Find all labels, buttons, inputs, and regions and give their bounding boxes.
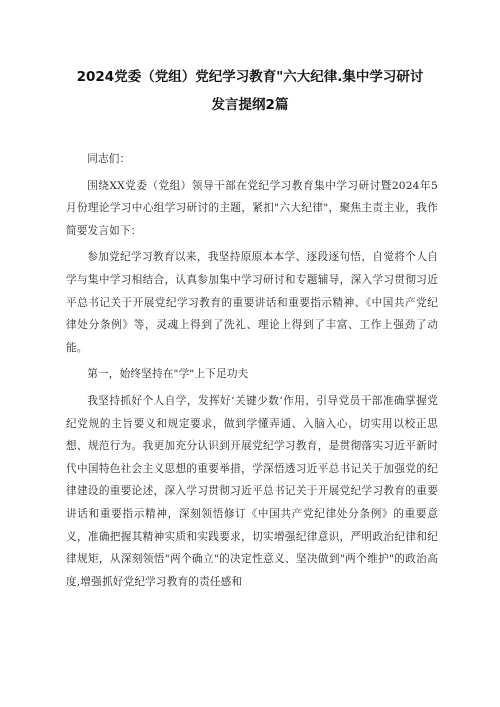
document-title-line-2: 发言提纲2篇: [211, 97, 289, 113]
body-paragraph-intro: 围绕XX党委（党组）领导干部在党纪学习教育集中学习研讨暨2024年5月份理论学习中心组学习研讨的主题，紧扣"六大纪律"，聚焦主责主业，我作简要发言如下：: [66, 179, 438, 237]
salutation: 同志们：: [87, 153, 131, 165]
body-paragraph-section-one: 我坚持抓好个人自学，发挥好‘关键少数’作用，引导党员干部准确掌握党纪党规的主旨要义和规定要求，做到学懂弄通、入脑入心，切实用以校正思想、规范行为。我更加充分认识到开展党纪学习教育，是贯彻落实习近平新时代中国特色社会主义思想的重要举措，学深悟透习近平总书记关于加强党的纪律建设的重要论述，深入学习贯彻习近平总书记关于开展党纪学习教育的重要讲话和重要指示精神，深刻领悟修订《中国共产党纪律处分条例》的重要意义，准确把握其精神实质和实践要求，切实增强纪律意识，严明政治纪律和纪律规矩，从深刻领悟"两个确立"的决定性意义、坚决做到"两个维护"的政治高度,增强抓好党纪学习教育的责任感和: [66, 394, 438, 588]
document-title-line-1: 2024党委（党组）党纪学习教育"六大纪律.集中学习研讨: [76, 69, 424, 85]
body-paragraph-study: 参加党纪学习教育以来，我坚持原原本本学、逐段逐句悟，自觉将个人自学与集中学习相结合，认真参加集中学习研讨和专题辅导，深入学习贯彻习近平总书记关于开展党纪学习教育的重要讲话和重要指示精神、《中国共产党纪律处分条例》等，灵魂上得到了洗礼、理论上得到了丰富、工作上强劲了动能。: [66, 251, 438, 354]
document-body: [66, 148, 438, 593]
section-heading-first: 第一，始终坚持在"学"上下足功夫: [87, 368, 249, 381]
